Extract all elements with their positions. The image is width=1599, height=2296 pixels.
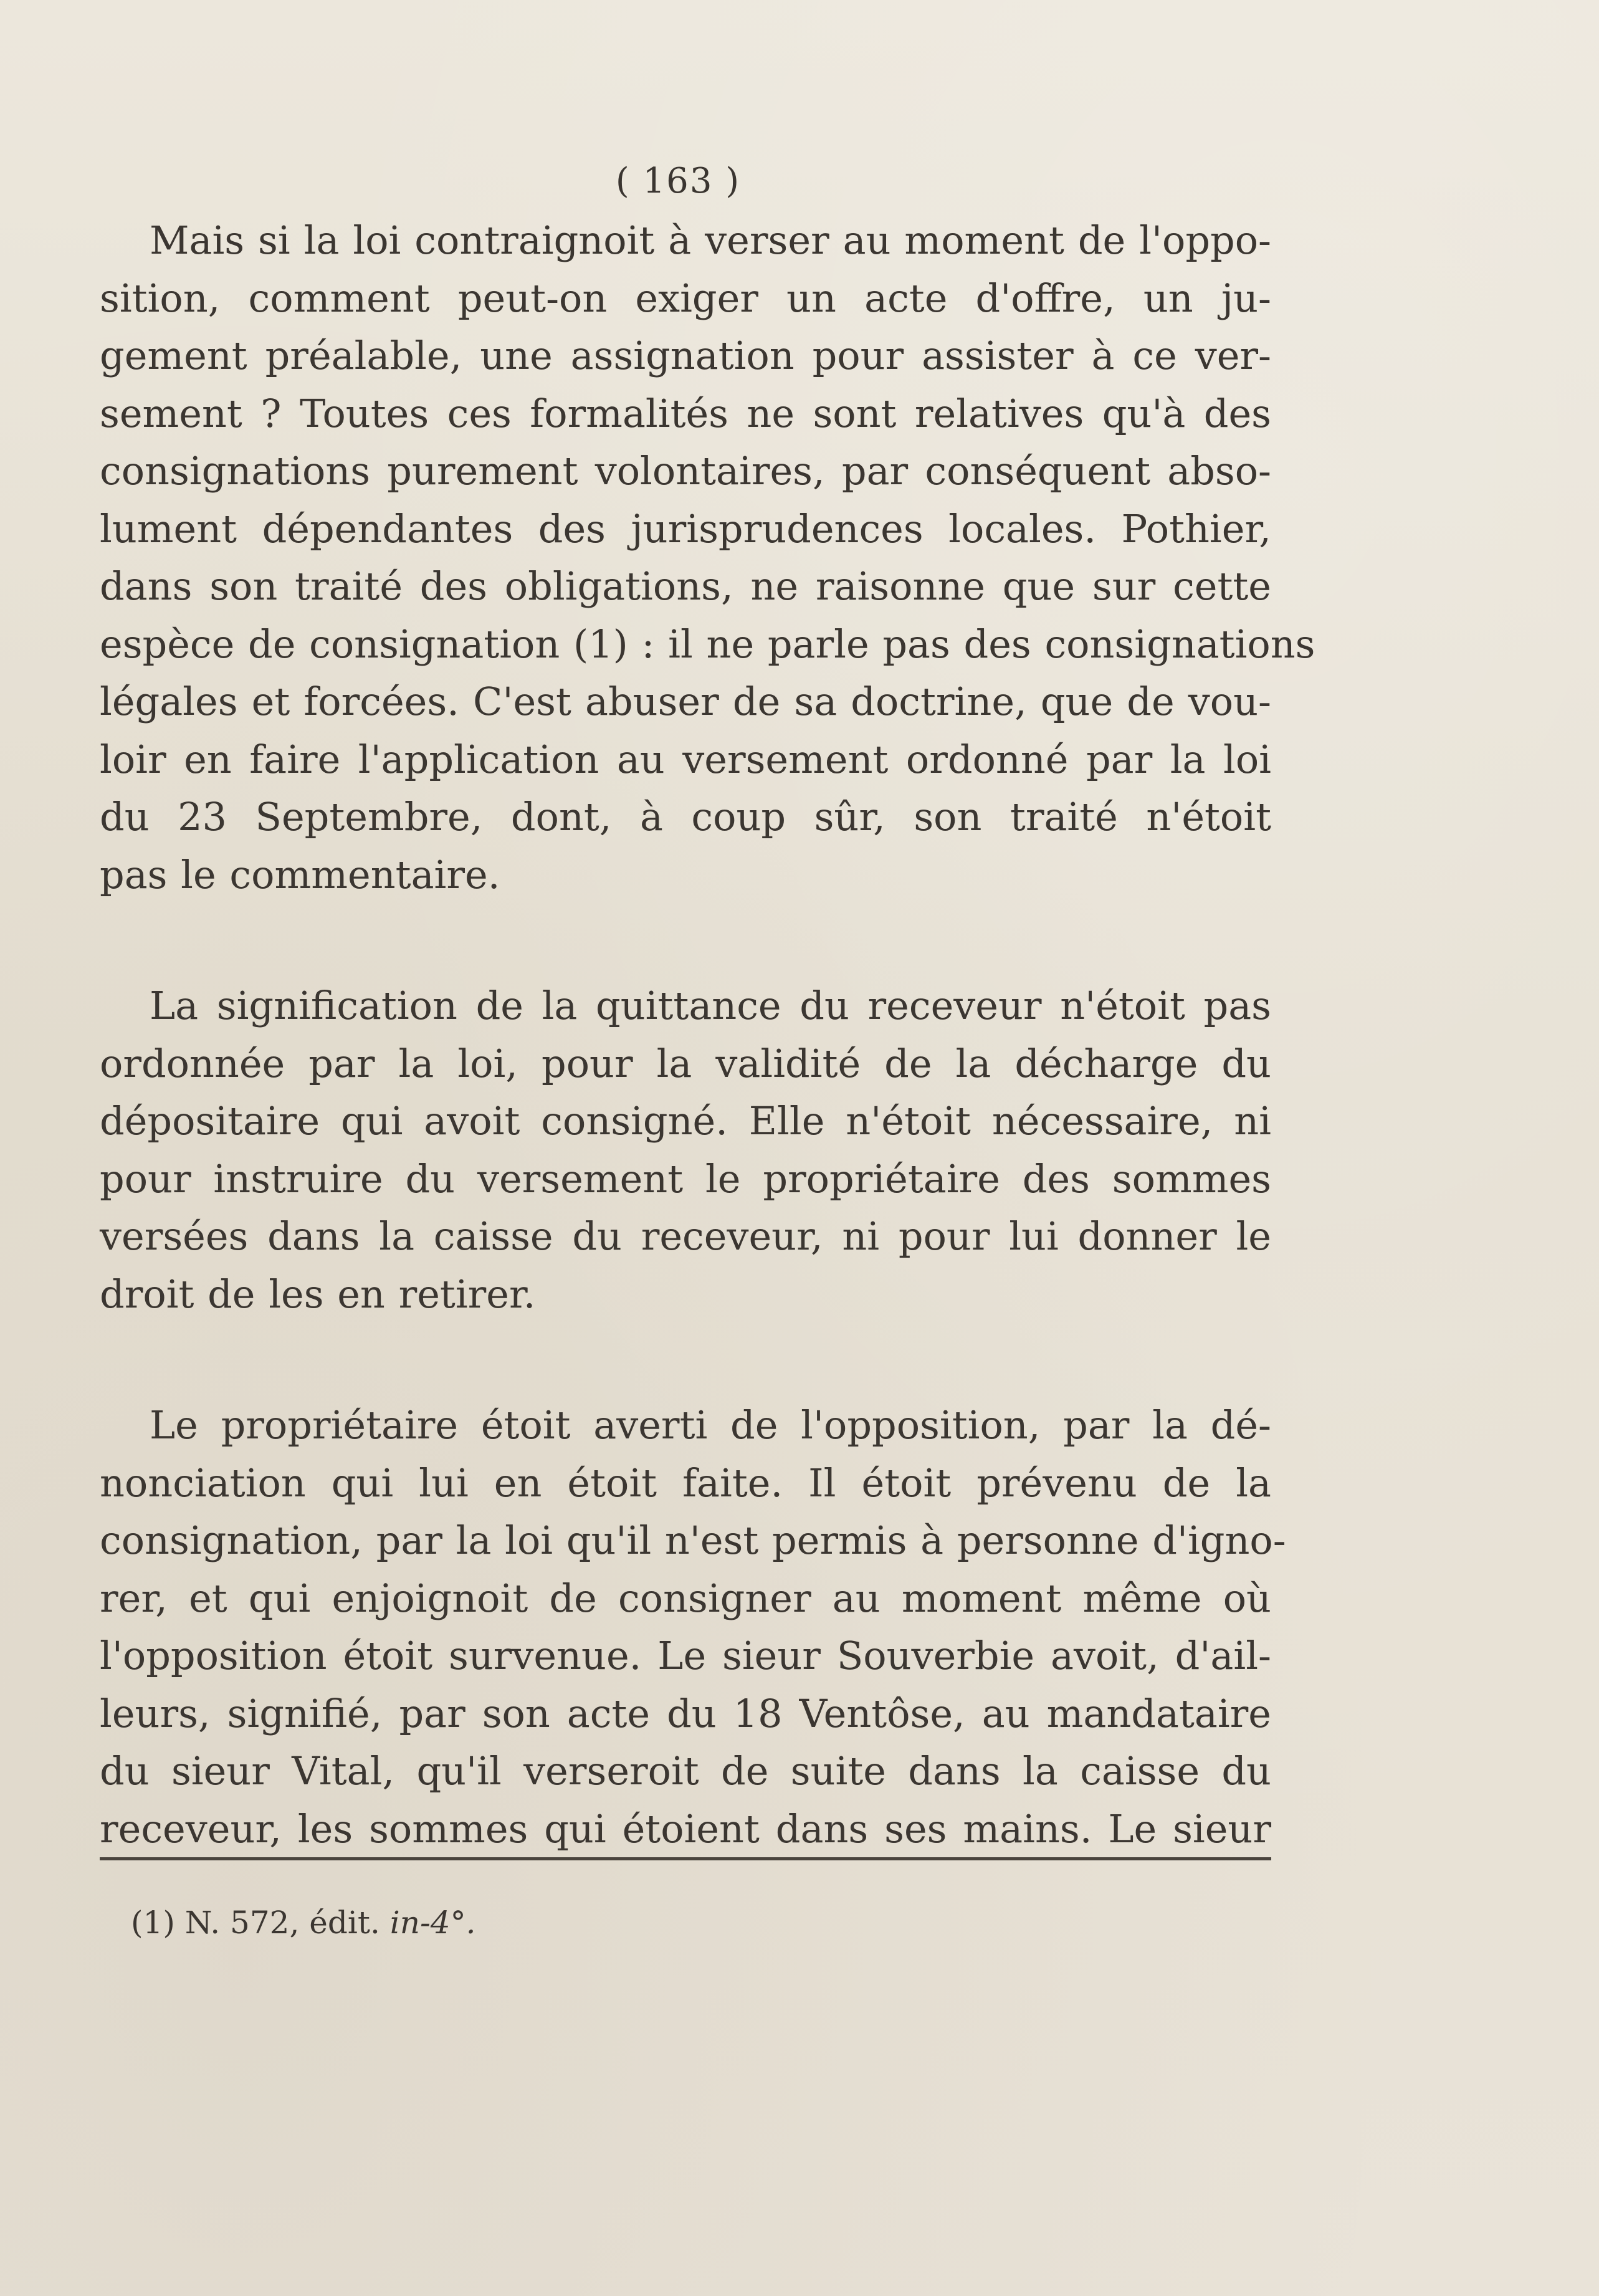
page-number: ( 163 ): [615, 161, 741, 201]
text-line: versées dans la caisse du receveur, ni pour lui donner le: [100, 1213, 1271, 1259]
footnote: [131, 1901, 476, 1944]
text-line: receveur, les sommes qui étoient dans ses mains. Le sieur: [100, 1806, 1271, 1852]
text-line: ordonnée par la loi, pour la validité de la décharge du: [100, 1040, 1271, 1086]
text-line: nonciation qui lui en étoit faite. Il étoit prévenu de la: [100, 1460, 1271, 1506]
paragraph-1: [100, 212, 1315, 904]
text-line: droit de les en retirer.: [100, 1271, 536, 1317]
text-line: leurs, signifié, par son acte du 18 Ventôse, au mandataire: [100, 1690, 1271, 1736]
text-line: sement ? Toutes ces formalités ne sont relatives qu'à des: [100, 390, 1271, 436]
text-line: La signification de la quittance du receveur n'étoit pas: [150, 983, 1271, 1028]
text-line: pour instruire du versement le propriétaire des sommes: [100, 1155, 1271, 1202]
text-line: espèce de consignation (1) : il ne parle pas des consignations: [100, 621, 1315, 667]
text-line: sition, comment peut-on exiger un acte d'offre, un ju-: [100, 275, 1271, 321]
text-line: consignations purement volontaires, par conséquent abso-: [100, 448, 1271, 494]
footnote-marker: (1) N. 572, édit.: [131, 1905, 380, 1941]
text-line: Mais si la loi contraignoit à verser au moment de l'oppo-: [150, 218, 1271, 263]
text-line: pas le commentaire.: [100, 851, 500, 897]
footnote-rule: [100, 1857, 1271, 1860]
text-line: consignation, par la loi qu'il n'est permis à personne d'igno-: [100, 1518, 1286, 1563]
text-line: dans son traité des obligations, ne raisonne que sur cette: [100, 563, 1271, 609]
text-line: du sieur Vital, qu'il verseroit de suite dans la caisse du: [100, 1748, 1271, 1794]
text-line: Le propriétaire étoit averti de l'opposition, par la dé-: [150, 1402, 1271, 1448]
text-line: gement préalable, une assignation pour assister à ce ver-: [100, 333, 1271, 378]
text-line: légales et forcées. C'est abuser de sa doctrine, que de vou-: [100, 679, 1271, 724]
body-text: [100, 212, 1315, 1858]
paragraph-2: [100, 977, 1271, 1323]
text-line: du 23 Septembre, dont, à coup sûr, son traité n'étoit: [100, 794, 1271, 839]
text-line: dépositaire qui avoit consigné. Elle n'étoit nécessaire, ni: [100, 1098, 1271, 1144]
text-line: lument dépendantes des jurisprudences locales. Pothier,: [100, 505, 1271, 552]
text-line: l'opposition étoit survenue. Le sieur Souverbie avoit, d'ail-: [100, 1633, 1271, 1678]
footnote-edition: in-4°.: [389, 1905, 476, 1941]
text-line: loir en faire l'application au versement ordonné par la loi: [100, 736, 1271, 782]
text-line: rer, et qui enjoignoit de consigner au moment même où: [100, 1575, 1271, 1621]
paragraph-3: [100, 1397, 1286, 1858]
